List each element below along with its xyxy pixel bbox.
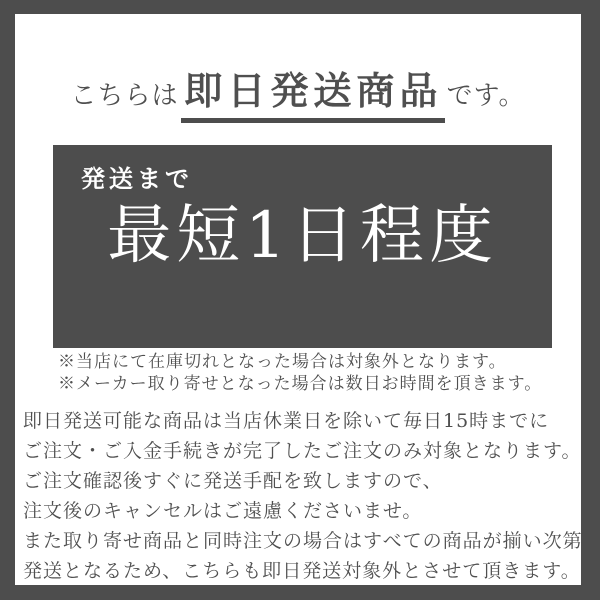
detail-line: ご注文・ご入金手続きが完了したご注文のみ対象となります。 [23,440,582,462]
heading-prefix: こちらは [70,81,179,111]
shipping-details-paragraph [23,406,583,586]
note-line: ※当店にて在庫切れとなった場合は対象外となります。 [58,352,507,372]
page-title [15,60,581,123]
detail-line: ご注文確認後すぐに発送手配を致しますので、 [23,470,443,492]
detail-line: また取り寄せ商品と同時注文の場合はすべての商品が揃い次第 [23,530,583,552]
banner-main-text: 最短1日程度 [107,199,498,273]
content-area [15,14,581,585]
note-line: ※メーカー取り寄せとなった場合は数日お時間を頂きます。 [58,374,543,394]
detail-line: 発送となるため、こちらも即日発送対象外とさせて頂きます。 [23,560,581,582]
detail-line: 注文後のキャンセルはご遠慮くださいませ。 [23,500,423,522]
stock-exception-notes [58,351,542,395]
same-day-shipping-highlight: 即日発送商品 [181,60,445,123]
detail-line: 即日発送可能な商品は当店休業日を除いて毎日15時までに [23,410,550,432]
heading-suffix: です。 [446,81,526,111]
shipping-time-banner [53,145,552,348]
banner-label: 発送まで [81,164,193,193]
